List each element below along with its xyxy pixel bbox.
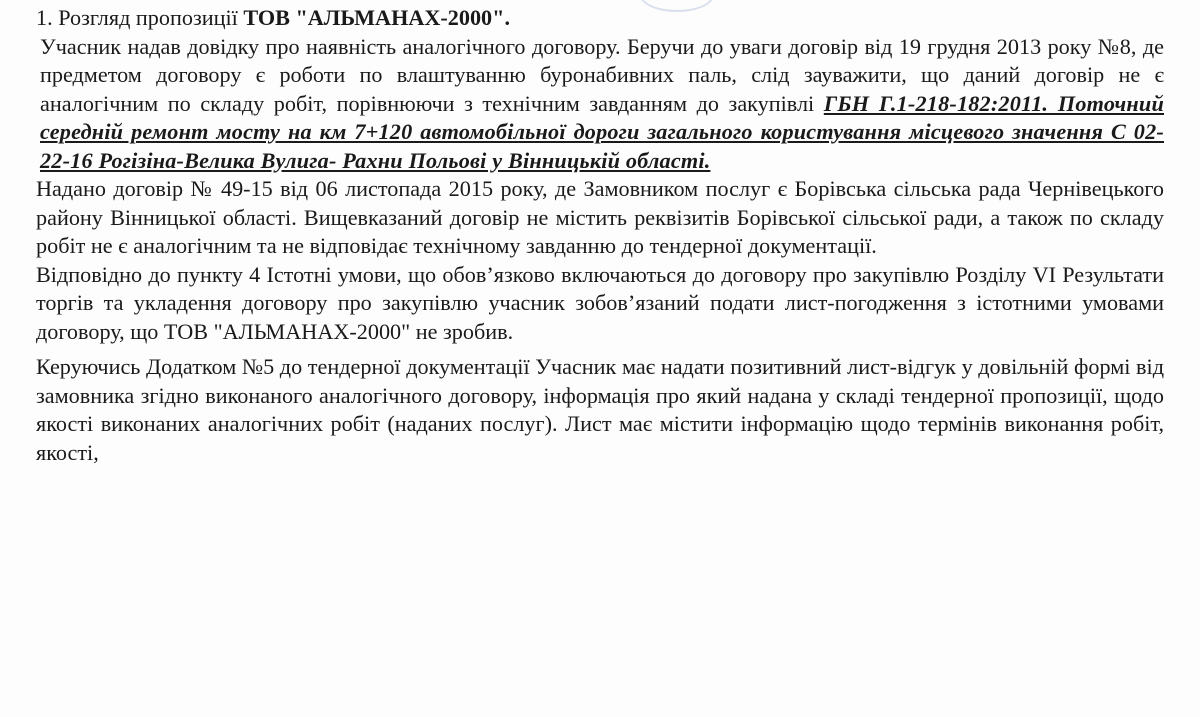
paragraph-contract-49-15: Надано договір № 49-15 від 06 листопада 2015 року, де Замовником послуг є Борівська сільська рада Чернівецького району Вінницької області. Вищевказаний договір не містить реквізитів Борівської сільської ради, а також по складу робіт не є аналогічним та не відповідає технічному завданню до тендерної документації. xyxy=(36,176,1164,258)
paragraph-reference-letter: Керуючись Додатком №5 до тендерної документації Учасник має надати позитивний лист-відгук у довільній формі від замовника згідно виконаного аналогічного договору, інформація про який надана у складі тендерної пропозиції, щодо якості виконаних аналогічних робіт (наданих послуг). Лист має містити інформацію щодо термінів виконання робіт, якості, xyxy=(36,354,1164,465)
paragraph-essential-terms: Відповідно до пункту 4 Істотні умови, що обов’язково включаються до договору про закупівлю Розділу VI Результати торгів та укладення договору про закупівлю учасник зобов’язаний подати лист-погодження з істотними умовами договору, що ТОВ "АЛЬМАНАХ-2000" не зробив. xyxy=(36,261,1164,344)
section-heading xyxy=(36,4,1164,33)
document-body xyxy=(36,4,1164,467)
paragraph-analogous-contract xyxy=(36,33,1164,176)
paragraph-1-text: Учасник надав довідку про наявність аналогічного договору. Беручи до уваги договір від 19 грудня 2013 року №8, де предметом договору є роботи по влаштуванню буронабивних паль, слід зауважити, що даний договір не є аналогічним по складу робіт, порівнюючи з технічним завданням до закупівлі xyxy=(40,33,1164,116)
section-number: 1. xyxy=(36,5,53,30)
procurement-subject: ГБН Г.1-218-182:2011. Поточний середній ремонт мосту на км 7+120 автомобільної дороги загального користування місцевого значення С 02-22-16 Рогізіна-Велика Вулига- Рахни Польові у Вінницькій області. xyxy=(40,90,1164,173)
company-name: ТОВ "АЛЬМАНАХ-2000". xyxy=(243,5,511,30)
section-heading-prefix: Розгляд пропозиції xyxy=(58,5,238,30)
